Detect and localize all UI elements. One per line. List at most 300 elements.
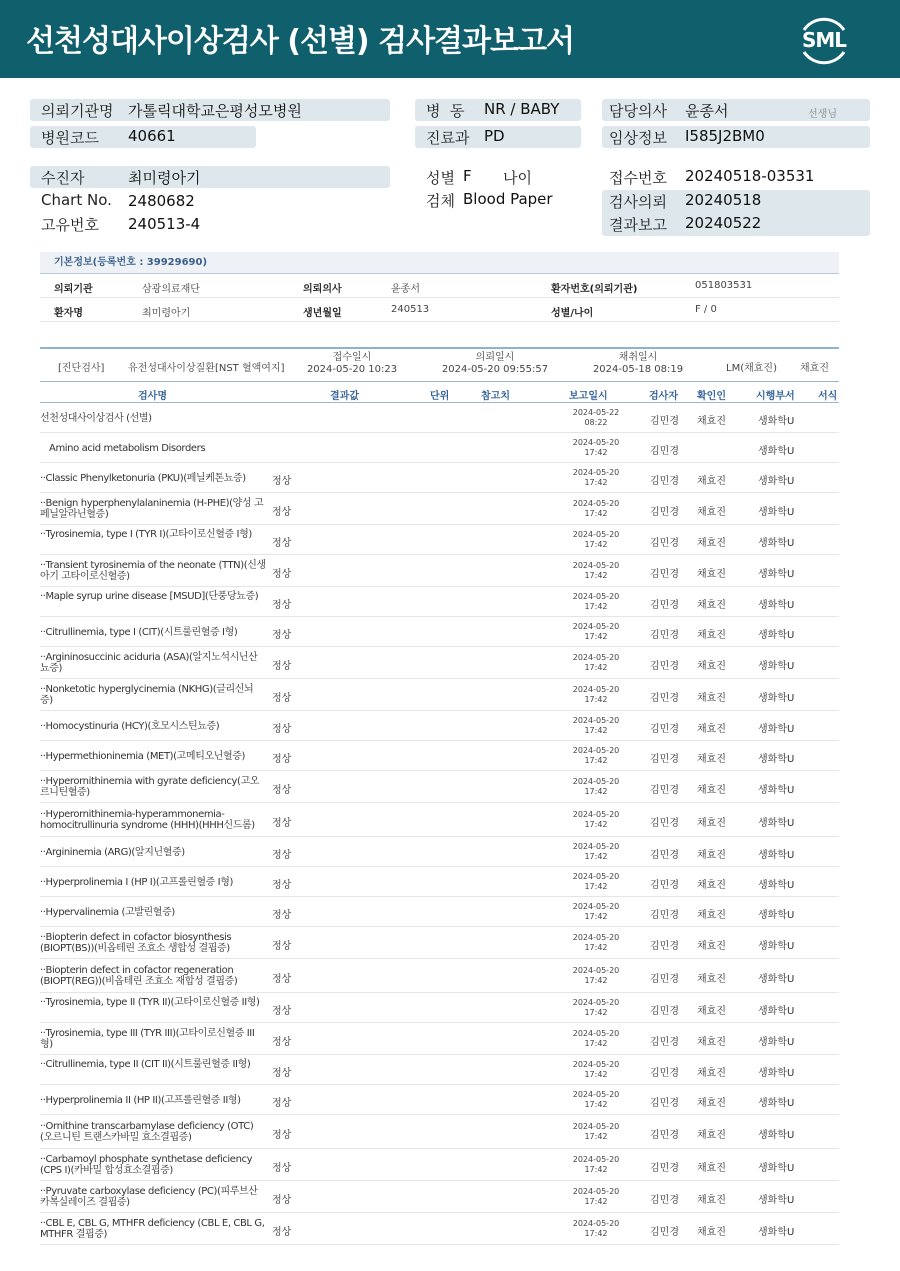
report-datetime [550, 1090, 642, 1110]
report-label: 결과보고 [609, 216, 667, 234]
report-date: 2024-05-20 [572, 592, 620, 601]
confirmer-name: 채효진 [697, 850, 726, 861]
test-name: ··Maple syrup urine disease [MSUD](단풍당뇨증) [40, 591, 259, 602]
report-datetime [550, 810, 642, 830]
table-row [40, 959, 839, 993]
table-row [40, 993, 839, 1023]
report-datetime [550, 499, 642, 519]
report-date: 2024-05-22 [572, 408, 620, 417]
report-time: 17:42 [584, 695, 608, 704]
confirmer-name: 채효진 [697, 1227, 726, 1238]
logo-text: SML [801, 28, 847, 52]
table-row [40, 1023, 839, 1055]
confirmer-name: 채효진 [697, 724, 726, 735]
confirmer-name: 채효진 [697, 910, 726, 921]
header-ref: 참고치 [481, 391, 510, 402]
dept-name: 생화학U [758, 1130, 795, 1141]
dept-name: 생화학U [758, 446, 795, 457]
result-value: 정상 [272, 693, 292, 704]
table-row [40, 1085, 839, 1115]
tester-name: 김민경 [650, 476, 679, 487]
tester-name: 김민경 [650, 1006, 679, 1017]
table-row [40, 463, 839, 493]
dept-name: 생화학U [758, 910, 795, 921]
confirmer-name: 채효진 [697, 507, 726, 518]
report-date: 2024-05-20 [572, 810, 620, 819]
header-confirmer: 확인인 [697, 391, 726, 402]
test-name: ··Carbamoyl phosphate synthetase deficiency (CPS I)(카바밀 합성효소결핍증) [40, 1154, 253, 1176]
report-datetime [550, 468, 642, 488]
report-time: 08:22 [584, 418, 608, 427]
dept-name: 생화학U [758, 507, 795, 518]
test-name: ··Hyperprolinemia II (HP II)(고프롤린혈증 II형) [40, 1094, 241, 1106]
order-lm: LM(채효진) [726, 363, 777, 374]
dept-name: 생화학U [758, 785, 795, 796]
confirmer-name: 채효진 [697, 1006, 726, 1017]
report-date: 2024-05-20 [572, 561, 620, 570]
test-name: ··Transient tyrosinemia of the neonate (TTN)(신생아기 고타이로신혈증) [40, 560, 266, 582]
header-report: 보고일시 [569, 391, 608, 402]
result-value: 정상 [272, 724, 292, 735]
report-date: 2024-05-20 [572, 1029, 620, 1038]
table-row [40, 679, 839, 711]
tester-name: 김민경 [650, 850, 679, 861]
result-value: 정상 [272, 1130, 292, 1141]
dept-name: 생화학U [758, 569, 795, 580]
basic-value: 051803531 [695, 280, 753, 291]
request-label: 검사의뢰 [609, 193, 667, 211]
report-datetime [550, 1219, 642, 1239]
result-value: 정상 [272, 1098, 292, 1109]
table-row [40, 711, 839, 741]
tester-name: 김민경 [650, 1130, 679, 1141]
test-name: ··Hypermethioninemia (MET)(고메티오닌혈증) [40, 750, 245, 762]
report-date: 2024-05-20 [572, 716, 620, 725]
report-datetime [550, 1187, 642, 1207]
report-time: 17:42 [584, 1197, 608, 1206]
sex-value: F [463, 167, 472, 185]
confirmer-name: 채효진 [697, 1195, 726, 1206]
dept-name: 생화학U [758, 941, 795, 952]
confirmer-name: 채효진 [697, 974, 726, 985]
confirmer-name: 채효진 [697, 538, 726, 549]
report-title: 선천성대사이상검사 (선별) 검사결과보고서 [26, 24, 574, 59]
report-date: 2024-05-20 [572, 902, 620, 911]
institution-value: 가톨릭대학교은평성모병원 [128, 102, 302, 120]
dept-name: 생화학U [758, 630, 795, 641]
basic-value: 삼광의료재단 [142, 284, 200, 295]
clinical-value: I585J2BM0 [685, 127, 765, 145]
tester-name: 김민경 [650, 600, 679, 611]
report-time: 17:42 [584, 1039, 608, 1048]
result-value: 정상 [272, 880, 292, 891]
clinical-label: 임상정보 [609, 129, 667, 147]
result-value: 정상 [272, 1227, 292, 1238]
confirmer-name: 채효진 [697, 785, 726, 796]
basic-value: 윤종서 [391, 284, 420, 295]
report-time: 17:42 [584, 663, 608, 672]
test-name: ··Citrullinemia, type I (CIT)(시트룰린혈증 I형) [40, 626, 238, 638]
report-date: 2024-05-20 [572, 933, 620, 942]
ward-label: 병 동 [426, 102, 465, 120]
tester-name: 김민경 [650, 974, 679, 985]
result-value: 정상 [272, 1068, 292, 1079]
dept-name: 생화학U [758, 1227, 795, 1238]
tester-name: 김민경 [650, 818, 679, 829]
report-time: 17:42 [584, 1132, 608, 1141]
report-datetime [550, 408, 642, 428]
test-name: ··CBL E, CBL G, MTHFR deficiency (CBL E, CBL G, MTHFR 결핍증) [40, 1218, 265, 1240]
report-time: 17:42 [584, 1165, 608, 1174]
dept-value: PD [484, 127, 505, 145]
result-value: 정상 [272, 600, 292, 611]
test-name: ··Hypervalinemia (고발린혈증) [40, 906, 175, 918]
table-row [40, 493, 839, 525]
basic-key: 의뢰의사 [303, 284, 342, 295]
test-name: ··Hyperornithinemia-hyperammonemia-homocitrullinuria syndrome (HHH)(HHH신드롬) [40, 809, 255, 831]
basic-value: 240513 [391, 304, 430, 315]
confirmer-name: 채효진 [697, 941, 726, 952]
basic-info-table [40, 252, 839, 322]
dept-name: 생화학U [758, 754, 795, 765]
report-datetime [550, 1122, 642, 1142]
report-datetime [550, 653, 642, 673]
dept-name: 생화학U [758, 1098, 795, 1109]
dept-name: 생화학U [758, 818, 795, 829]
basic-value: 최미령아기 [142, 308, 191, 319]
patient-value: 최미령아기 [128, 169, 201, 187]
report-datetime [550, 966, 642, 986]
header-dept: 시행부서 [756, 391, 795, 402]
result-value: 정상 [272, 661, 292, 672]
dept-name: 생화학U [758, 693, 795, 704]
specimen-value: Blood Paper [463, 190, 553, 208]
report-date: 2024-05-20 [572, 499, 620, 508]
patient-label: 수진자 [41, 169, 85, 187]
report-date: 2024-05-20 [572, 1060, 620, 1069]
report-datetime [550, 438, 642, 458]
report-date: 2024-05-20 [572, 468, 620, 477]
result-value: 정상 [272, 1195, 292, 1206]
result-value: 정상 [272, 569, 292, 580]
table-row [40, 403, 839, 433]
report-time: 17:42 [584, 976, 608, 985]
dept-name: 생화학U [758, 661, 795, 672]
confirmer-name: 채효진 [697, 1130, 726, 1141]
table-row [40, 1055, 839, 1085]
report-time: 17:42 [584, 726, 608, 735]
confirmer-name: 채효진 [697, 569, 726, 580]
doctor-label: 담당의사 [609, 102, 667, 120]
report-time: 17:42 [584, 1008, 608, 1017]
result-value: 정상 [272, 1163, 292, 1174]
report-time: 17:42 [584, 1229, 608, 1238]
confirmer-name: 채효진 [697, 1037, 726, 1048]
chart-label: Chart No. [41, 191, 112, 209]
report-value: 20240522 [685, 214, 762, 232]
test-name: 선천성대사이상검사 (선별) [40, 412, 152, 424]
dept-name: 생화학U [758, 974, 795, 985]
age-label: 나이 [503, 169, 532, 187]
report-datetime [550, 561, 642, 581]
tester-name: 김민경 [650, 785, 679, 796]
report-date: 2024-05-20 [572, 685, 620, 694]
tester-name: 김민경 [650, 538, 679, 549]
basic-value: F / 0 [695, 304, 717, 315]
table-row [40, 1181, 839, 1213]
order-request [440, 352, 550, 376]
tester-name: 김민경 [650, 416, 679, 427]
tester-name: 김민경 [650, 1068, 679, 1079]
tester-name: 김민경 [650, 1227, 679, 1238]
report-datetime [550, 933, 642, 953]
report-time: 17:42 [584, 943, 608, 952]
basic-info-row [40, 298, 839, 322]
basic-info-heading: 기본정보(등록번호 : 39929690) [40, 252, 839, 274]
result-value: 정상 [272, 974, 292, 985]
report-header [0, 0, 900, 78]
basic-key: 환자명 [54, 308, 83, 319]
result-value: 정상 [272, 785, 292, 796]
test-name: ··Biopterin defect in cofactor regeneration (BIOPT(REG))(비옵테린 조효소 재합성 결핍증) [40, 965, 238, 987]
report-datetime [550, 592, 642, 612]
table-row [40, 647, 839, 679]
table-row [40, 617, 839, 647]
confirmer-name: 채효진 [697, 693, 726, 704]
result-value: 정상 [272, 910, 292, 921]
report-time: 17:42 [584, 820, 608, 829]
table-row [40, 897, 839, 927]
tester-name: 김민경 [650, 910, 679, 921]
test-name: ··Tyrosinemia, type III (TYR III)(고타이로신혈증 III형) [40, 1028, 255, 1050]
order-type: [진단검사] [58, 363, 105, 374]
order-receipt [302, 352, 402, 376]
report-time: 17:42 [584, 571, 608, 580]
doctor-suffix: 선생님 [808, 109, 837, 120]
header-unit: 단위 [430, 391, 450, 402]
dept-name: 생화학U [758, 538, 795, 549]
dept-name: 생화학U [758, 724, 795, 735]
tester-name: 김민경 [650, 661, 679, 672]
order-request-label: 의뢰일시 [475, 352, 515, 363]
order-receipt-value: 2024-05-20 10:23 [306, 364, 398, 375]
header-result: 결과값 [330, 391, 359, 402]
receipt-label: 접수번호 [609, 169, 667, 187]
result-value: 정상 [272, 941, 292, 952]
result-value: 정상 [272, 1037, 292, 1048]
report-date: 2024-05-20 [572, 622, 620, 631]
report-date: 2024-05-20 [572, 1090, 620, 1099]
report-date: 2024-05-20 [572, 530, 620, 539]
report-datetime [550, 1060, 642, 1080]
basic-key: 성별/나이 [551, 308, 594, 319]
confirmer-name: 채효진 [697, 661, 726, 672]
report-time: 17:42 [584, 632, 608, 641]
chart-value: 2480682 [128, 192, 195, 210]
dept-name: 생화학U [758, 850, 795, 861]
ward-value: NR / BABY [484, 100, 560, 118]
order-summary [40, 347, 839, 379]
order-person: 채효진 [800, 363, 829, 374]
table-row [40, 555, 839, 587]
sex-label: 성별 [426, 169, 455, 187]
table-row [40, 1115, 839, 1149]
report-datetime [550, 872, 642, 892]
report-date: 2024-05-20 [572, 1155, 620, 1164]
test-name: ··Tyrosinemia, type I (TYR I)(고타이로신혈증 I형) [40, 529, 252, 540]
request-value: 20240518 [685, 191, 762, 209]
dept-name: 생화학U [758, 416, 795, 427]
table-row [40, 525, 839, 555]
report-time: 17:42 [584, 509, 608, 518]
order-collect-value: 2024-05-18 08:19 [592, 364, 684, 375]
unique-label: 고유번호 [41, 216, 99, 234]
table-row [40, 927, 839, 959]
report-date: 2024-05-20 [572, 777, 620, 786]
confirmer-name: 채효진 [697, 630, 726, 641]
tester-name: 김민경 [650, 693, 679, 704]
report-date: 2024-05-20 [572, 872, 620, 881]
table-row [40, 803, 839, 837]
basic-key: 의뢰기관 [54, 284, 93, 295]
confirmer-name: 채효진 [697, 476, 726, 487]
report-datetime [550, 685, 642, 705]
report-datetime [550, 998, 642, 1018]
confirmer-name: 채효진 [697, 1163, 726, 1174]
report-datetime [550, 842, 642, 862]
confirmer-name: 채효진 [697, 416, 726, 427]
report-time: 17:42 [584, 478, 608, 487]
report-time: 17:42 [584, 1100, 608, 1109]
test-name: ··Argininemia (ARG)(알지닌혈증) [40, 846, 185, 858]
result-value: 정상 [272, 538, 292, 549]
report-datetime [550, 530, 642, 550]
dept-name: 생화학U [758, 600, 795, 611]
table-row [40, 837, 839, 867]
test-name: Amino acid metabolism Disorders [49, 442, 206, 454]
tester-name: 김민경 [650, 1195, 679, 1206]
test-name: ··Homocystinuria (HCY)(호모시스틴뇨증) [40, 720, 220, 732]
hospital-code-value: 40661 [128, 127, 176, 145]
tester-name: 김민경 [650, 569, 679, 580]
report-time: 17:42 [584, 882, 608, 891]
report-time: 17:42 [584, 912, 608, 921]
results-table-body [40, 403, 839, 1245]
tester-name: 김민경 [650, 941, 679, 952]
header-form: 서식 [818, 391, 838, 402]
order-request-value: 2024-05-20 09:55:57 [441, 364, 549, 375]
confirmer-name: 채효진 [697, 1098, 726, 1109]
header-tester: 검사자 [649, 391, 678, 402]
receipt-value: 20240518-03531 [685, 167, 815, 185]
table-row [40, 771, 839, 803]
report-datetime [550, 622, 642, 642]
institution-label: 의뢰기관명 [41, 102, 114, 120]
report-datetime [550, 777, 642, 797]
report-date: 2024-05-20 [572, 842, 620, 851]
basic-key: 환자번호(의뢰기관) [551, 284, 638, 295]
report-time: 17:42 [584, 852, 608, 861]
table-row [40, 1149, 839, 1181]
order-receipt-label: 접수일시 [332, 352, 372, 363]
sml-logo [796, 12, 852, 68]
test-name: ··Citrullinemia, type II (CIT II)(시트룰린혈증 II형) [40, 1059, 251, 1070]
test-name: ··Biopterin defect in cofactor biosynthesis (BIOPT(BS))(비옵테린 조효소 생합성 결핍증) [40, 932, 232, 954]
tester-name: 김민경 [650, 754, 679, 765]
report-date: 2024-05-20 [572, 1219, 620, 1228]
test-name: ··Pyruvate carboxylase deficiency (PC)(피루브산 카복실레이즈 결핍증) [40, 1186, 258, 1208]
report-date: 2024-05-20 [572, 653, 620, 662]
report-date: 2024-05-20 [572, 1187, 620, 1196]
dept-label: 진료과 [426, 129, 470, 147]
result-value: 정상 [272, 1006, 292, 1017]
test-name: ··Classic Phenylketonuria (PKU)(페닐케톤뇨증) [40, 472, 246, 484]
basic-info-row [40, 274, 839, 298]
report-date: 2024-05-20 [572, 966, 620, 975]
test-name: ··Benign hyperphenylalaninemia (H-PHE)(양성 고페닐알라닌혈증) [40, 498, 264, 520]
specimen-label: 검체 [426, 192, 455, 210]
tester-name: 김민경 [650, 724, 679, 735]
test-name: ··Argininosuccinic aciduria (ASA)(알지노석시닌산뇨증) [40, 652, 258, 674]
report-time: 17:42 [584, 787, 608, 796]
dept-name: 생화학U [758, 1195, 795, 1206]
test-name: ··Hyperornithinemia with gyrate deficiency(고오르니틴혈증) [40, 776, 260, 798]
report-time: 17:42 [584, 448, 608, 457]
result-value: 정상 [272, 850, 292, 861]
result-value: 정상 [272, 630, 292, 641]
report-datetime [550, 746, 642, 766]
report-date: 2024-05-20 [572, 746, 620, 755]
report-datetime [550, 1155, 642, 1175]
table-row [40, 587, 839, 617]
basic-key: 생년월일 [303, 308, 342, 319]
report-date: 2024-05-20 [572, 438, 620, 447]
confirmer-name: 채효진 [697, 1068, 726, 1079]
report-datetime [550, 902, 642, 922]
order-collect [588, 352, 688, 376]
tester-name: 김민경 [650, 1163, 679, 1174]
result-value: 정상 [272, 507, 292, 518]
report-date: 2024-05-20 [572, 1122, 620, 1131]
header-name: 검사명 [138, 391, 167, 402]
confirmer-name: 채효진 [697, 880, 726, 891]
table-row [40, 867, 839, 897]
order-name: 유전성대사이상질환[NST 혈액여지] [128, 363, 285, 374]
report-time: 17:42 [584, 602, 608, 611]
report-time: 17:42 [584, 1070, 608, 1079]
unique-value: 240513-4 [128, 215, 201, 233]
confirmer-name: 채효진 [697, 600, 726, 611]
tester-name: 김민경 [650, 1098, 679, 1109]
confirmer-name: 채효진 [697, 818, 726, 829]
doctor-value: 윤종서 [685, 102, 729, 120]
report-datetime [550, 1029, 642, 1049]
table-row [40, 433, 839, 463]
test-name: ··Tyrosinemia, type II (TYR II)(고타이로신혈증 II형) [40, 997, 260, 1008]
table-row [40, 741, 839, 771]
dept-name: 생화학U [758, 880, 795, 891]
tester-name: 김민경 [650, 507, 679, 518]
order-collect-label: 채취일시 [618, 352, 658, 363]
dept-name: 생화학U [758, 1006, 795, 1017]
test-name: ··Nonketotic hyperglycinemia (NKHG)(글리신뇌증) [40, 684, 254, 706]
tester-name: 김민경 [650, 1037, 679, 1048]
result-value: 정상 [272, 476, 292, 487]
tester-name: 김민경 [650, 446, 679, 457]
dept-name: 생화학U [758, 1068, 795, 1079]
report-datetime [550, 716, 642, 736]
hospital-code-label: 병원코드 [41, 129, 99, 147]
